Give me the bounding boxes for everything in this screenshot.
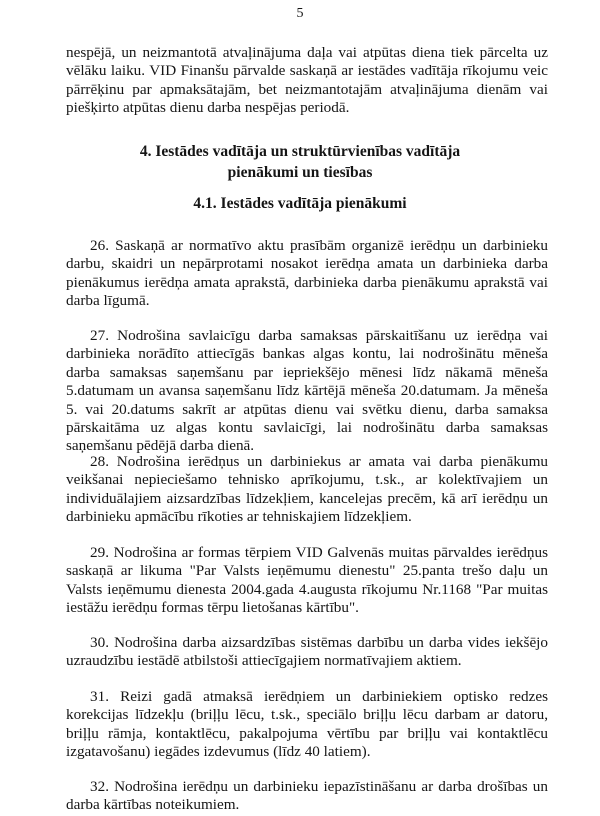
paragraph-26: 26. Saskaņā ar normatīvo aktu prasībām organizē ierēdņu un darbinieku darbu, skaidri un nepārprotami nosakot ierēdņa amata un darbinieka darba pienākumus ierēdņa amata aprakstā, darbinieka darba pienākumu aprakstā vai darba līgumā. — [66, 237, 548, 310]
paragraph-29: 29. Nodrošina ar formas tērpiem VID Galvenās muitas pārvaldes ierēdņus saskaņā ar likuma "Par Valsts ieņēmumu dienestu" 25.panta trešo daļu un Valsts ieņēmumu dienesta 2004.gada 4.augusta rīkojumu Nr.1168 "Par muitas iestāžu ierēdņu formas tērpu lietošanas kārtību". — [66, 544, 548, 617]
section-heading-line-1: 4. Iestādes vadītāja un struktūrvienības vadītāja — [139, 143, 461, 160]
paragraph-31: 31. Reizi gadā atmaksā ierēdņiem un darbiniekiem optisko redzes korekcijas līdzekļu (briļļu lēcu, t.sk., speciālo briļļu lēcu darbam ar datoru, briļļu rāmja, kontaktlēcu, pakalpojuma vērtību par briļļu vai kontaktlēcu izgatavošanu) iegādes izdevumus (līdz 40 latiem). — [66, 688, 548, 761]
paragraph-30: 30. Nodrošina darba aizsardzības sistēmas darbību un darba vides iekšējo uzraudzību iestādē atbilstoši attiecīgajiem normatīvajiem aktiem. — [66, 634, 548, 670]
paragraph-32: 32. Nodrošina ierēdņu un darbinieku iepazīstināšanu ar darba drošības un darba kārtības noteikumiem. — [66, 778, 548, 814]
subsection-heading: 4.1. Iestādes vadītāja pienākumi — [193, 195, 407, 212]
intro-paragraph: nespējā, un neizmantotā atvaļinājuma daļa vai atpūtas diena tiek pārcelta uz vēlāku laiku. VID Finanšu pārvalde saskaņā ar iestādes vadītāja rīkojumu veic pārrēķinu par apmaksātajām, bet neizmantotajām atvaļinājuma dienām vai piešķirto atpūtas dienu darba nespējas periodā. — [66, 44, 548, 117]
paragraph-27: 27. Nodrošina savlaicīgu darba samaksas pārskaitīšanu uz ierēdņa vai darbinieka norādīto attiecīgās bankas algas kontu, lai nodrošinātu mēneša darba samaksas saņemšanu par iepriekšējo mēnesi līdz nākamā mēneša 5.datumam un avansa saņemšanu līdz kārtējā mēneša 20.datumam. Ja mēneša 5. vai 20.datums sakrīt ar atpūtas dienu vai svētku dienu, darba samaksa pārskaitāma uz algas kontu savlaicīgi, lai nodrošinātu darba samaksas saņemšanu pēdējā darba dienā. — [66, 327, 548, 455]
paragraph-28: 28. Nodrošina ierēdņus un darbiniekus ar amata vai darba pienākumu veikšanai nepieciešamo tehnisko aprīkojumu, t.sk., ar kolektīvajiem un individuālajiem aizsardzības līdzekļiem, kancelejas precēm, kā arī ierēdņu un darbinieku apmācību rīkoties ar tehniskajiem līdzekļiem. — [66, 453, 548, 526]
page-number: 5 — [296, 6, 304, 21]
section-heading-line-2: pienākumi un tiesības — [227, 164, 373, 181]
